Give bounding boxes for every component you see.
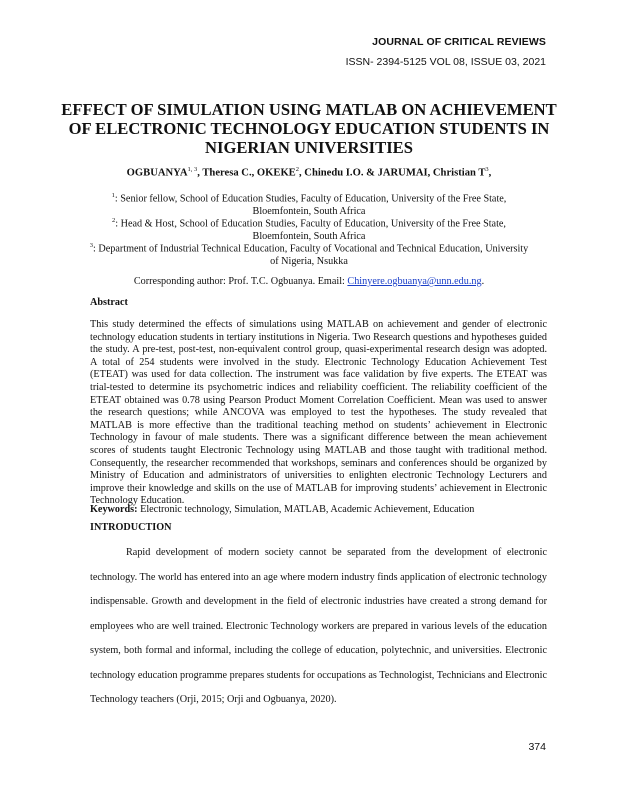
page-number: 374 — [528, 741, 546, 753]
author-affiliation-mark: 3 — [485, 166, 489, 173]
issn-volume-issue: ISSN- 2394-5125 VOL 08, ISSUE 03, 2021 — [345, 56, 546, 68]
affiliation-text: : Head & Host, School of Education Studies, Faculty of Education, University of the Free State, Bloemfontein, South Africa — [115, 218, 506, 242]
introduction-heading: INTRODUCTION — [90, 522, 172, 533]
author-affiliation-mark: 2 — [295, 166, 299, 173]
affiliation-number: 3 — [89, 242, 94, 249]
author-name: Theresa C., OKEKE — [202, 167, 296, 179]
author-name: OGBUANYA — [126, 167, 188, 179]
author-list — [60, 166, 558, 179]
paper-title: EFFECT OF SIMULATION USING MATLAB ON ACHIEVEMENT OF ELECTRONIC TECHNOLOGY EDUCATION STUDENTS IN NIGERIAN UNIVERSITIES — [61, 100, 557, 157]
corresponding-author-label: Corresponding author: Prof. T.C. Ogbuanya. Email: — [133, 276, 348, 287]
journal-name: JOURNAL OF CRITICAL REVIEWS — [372, 36, 546, 48]
keywords-text: Electronic technology, Simulation, MATLAB, Academic Achievement, Education — [137, 504, 475, 515]
affiliation-text: : Senior fellow, School of Education Studies, Faculty of Education, University of the Free State, Bloemfontein, South Africa — [114, 193, 507, 217]
author-separator: , — [299, 167, 305, 179]
keywords-label: Keywords: — [90, 504, 138, 515]
corresponding-author — [60, 276, 558, 287]
author-separator: , — [488, 167, 492, 179]
affiliation-text: : Department of Industrial Technical Education, Faculty of Vocational and Technical Education, University of Nigeria, Nsukka — [93, 243, 529, 267]
affiliation-number: 2 — [112, 217, 116, 224]
affiliation-number: 1 — [111, 192, 115, 199]
keywords-line — [90, 504, 547, 515]
abstract-heading: Abstract — [90, 297, 128, 308]
corresponding-email-link[interactable]: Chinyere.ogbuanya@unn.edu.ng — [347, 276, 482, 287]
introduction-paragraph: Rapid development of modern society cannot be separated from the development of electronic technology. The world has entered into an age where modern industry finds application of electronic technology indispensable. Growth and development in the field of electronic industries have created a strong demand for employees who are well trained. Electronic Technology workers are prepared in various levels of the education system, both formal and informal, including the college of education, polytechnic, and universities. Electronic technology education programme prepares students for occupations as Technologist, Technicians and Electronic Technology teachers (Orji, 2015; Orji and Ogbuanya, 2020). — [90, 547, 547, 705]
author-affiliation-mark: 1, 3 — [187, 166, 198, 173]
author-name: Chinedu I.O. & JARUMAI, Christian T — [304, 167, 486, 179]
abstract-text: This study determined the effects of simulations using MATLAB on achievement and gender of electronic technology education students in tertiary institutions in Nigeria. Two Research questions and hypotheses guided the study. A pre-test, post-test, non-equivalent control group, quasi-experimental research design was adopted. A total of 254 students were involved in the study. Electronic Technology Education Achievement Test (ETEAT) was used for data collection. The instrument was face validation by five experts. The ETEAT was trial-tested to determine its psychometric indices and reliability coefficient. The reliability coefficient of the ETEAT obtained was 0.78 using Pearson Product Moment Correlation Coefficient. Mean was used to answer the research questions; while ANCOVA was employed to test the hypotheses. The study revealed that MATLAB is more effective than the traditional teaching method on students’ achievement in Electronic Technology in favour of male students. There was a significant difference between the mean achievement scores of students taught Electronic Technology using MATLAB and those taught with traditional method. Consequently, the researcher recommended that workshops, seminars and conferences should be organized by Ministry of Education and administrators of universities to enlighten electronic Technology Lecturers and improve their knowledge and skills on the use of MATLAB for improving students’ achievement in Electronic Technology Education. — [90, 319, 547, 507]
affiliation-3 — [86, 240, 532, 269]
corresponding-end: . — [481, 276, 485, 287]
author-separator: , — [197, 167, 203, 179]
